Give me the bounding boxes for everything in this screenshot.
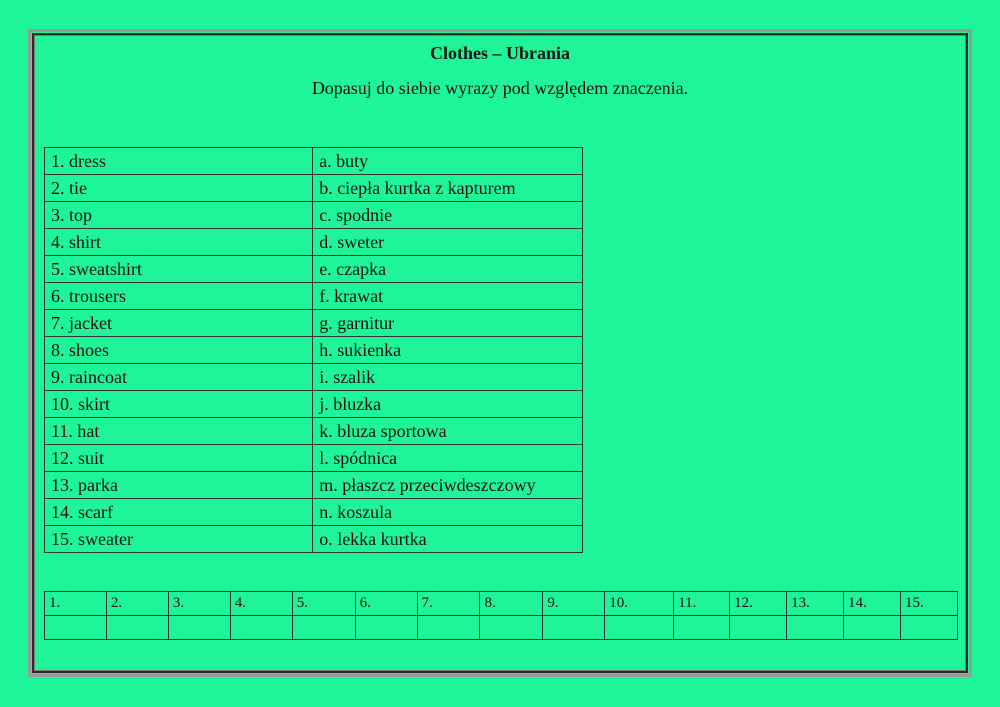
answer-number: 13. [787,592,844,616]
answer-cell[interactable] [45,616,107,640]
answer-cell[interactable] [230,616,292,640]
answer-cell[interactable] [900,616,957,640]
english-word: 5. sweatshirt [45,256,313,283]
polish-word: g. garnitur [313,310,583,337]
answer-number: 6. [355,592,417,616]
table-row [45,256,583,283]
answer-number: 3. [168,592,230,616]
answer-grid [44,591,958,640]
english-word: 6. trousers [45,283,313,310]
table-row [45,229,583,256]
answer-cell[interactable] [674,616,730,640]
answer-cell[interactable] [543,616,605,640]
table-row [45,148,583,175]
table-row [45,202,583,229]
english-word: 15. sweater [45,526,313,553]
polish-word: h. sukienka [313,337,583,364]
table-row [45,283,583,310]
table-row [45,337,583,364]
table-row [45,391,583,418]
table-row [45,175,583,202]
english-word: 8. shoes [45,337,313,364]
answer-number: 8. [480,592,543,616]
polish-word: f. krawat [313,283,583,310]
polish-word: a. buty [313,148,583,175]
answer-number: 1. [45,592,107,616]
answer-cell[interactable] [730,616,787,640]
answer-input-row [45,616,958,640]
table-row [45,364,583,391]
answer-cell[interactable] [168,616,230,640]
answer-number: 4. [230,592,292,616]
polish-word: d. sweter [313,229,583,256]
polish-word: e. czapka [313,256,583,283]
polish-word: l. spódnica [313,445,583,472]
answer-cell[interactable] [417,616,480,640]
english-word: 10. skirt [45,391,313,418]
table-row [45,472,583,499]
answer-number: 15. [900,592,957,616]
answer-cell[interactable] [787,616,844,640]
answer-cell[interactable] [106,616,168,640]
answer-number: 10. [605,592,674,616]
answer-number: 5. [292,592,355,616]
table-row [45,499,583,526]
page-title: Clothes – Ubrania [429,43,570,63]
answer-number: 11. [674,592,730,616]
english-word: 9. raincoat [45,364,313,391]
table-row [45,310,583,337]
answer-cell[interactable] [480,616,543,640]
answer-number: 7. [417,592,480,616]
polish-word: o. lekka kurtka [313,526,583,553]
answer-cell[interactable] [292,616,355,640]
answer-number: 12. [730,592,787,616]
matching-table [44,147,583,553]
english-word: 2. tie [45,175,313,202]
polish-word: b. ciepła kurtka z kapturem [313,175,583,202]
table-row [45,418,583,445]
table-row [45,445,583,472]
answer-number: 2. [106,592,168,616]
english-word: 7. jacket [45,310,313,337]
english-word: 11. hat [45,418,313,445]
english-word: 3. top [45,202,313,229]
answer-cell[interactable] [605,616,674,640]
polish-word: j. bluzka [313,391,583,418]
answer-cell[interactable] [844,616,901,640]
polish-word: m. płaszcz przeciwdeszczowy [313,472,583,499]
table-row [45,526,583,553]
answer-cell[interactable] [355,616,417,640]
answer-number: 9. [543,592,605,616]
polish-word: c. spodnie [313,202,583,229]
english-word: 4. shirt [45,229,313,256]
polish-word: k. bluza sportowa [313,418,583,445]
answer-number: 14. [844,592,901,616]
polish-word: n. koszula [313,499,583,526]
english-word: 1. dress [45,148,313,175]
answer-number-row [45,592,958,616]
polish-word: i. szalik [313,364,583,391]
english-word: 12. suit [45,445,313,472]
english-word: 13. parka [45,472,313,499]
english-word: 14. scarf [45,499,313,526]
instruction-text: Dopasuj do siebie wyrazy pod względem znaczenia. [311,78,689,98]
